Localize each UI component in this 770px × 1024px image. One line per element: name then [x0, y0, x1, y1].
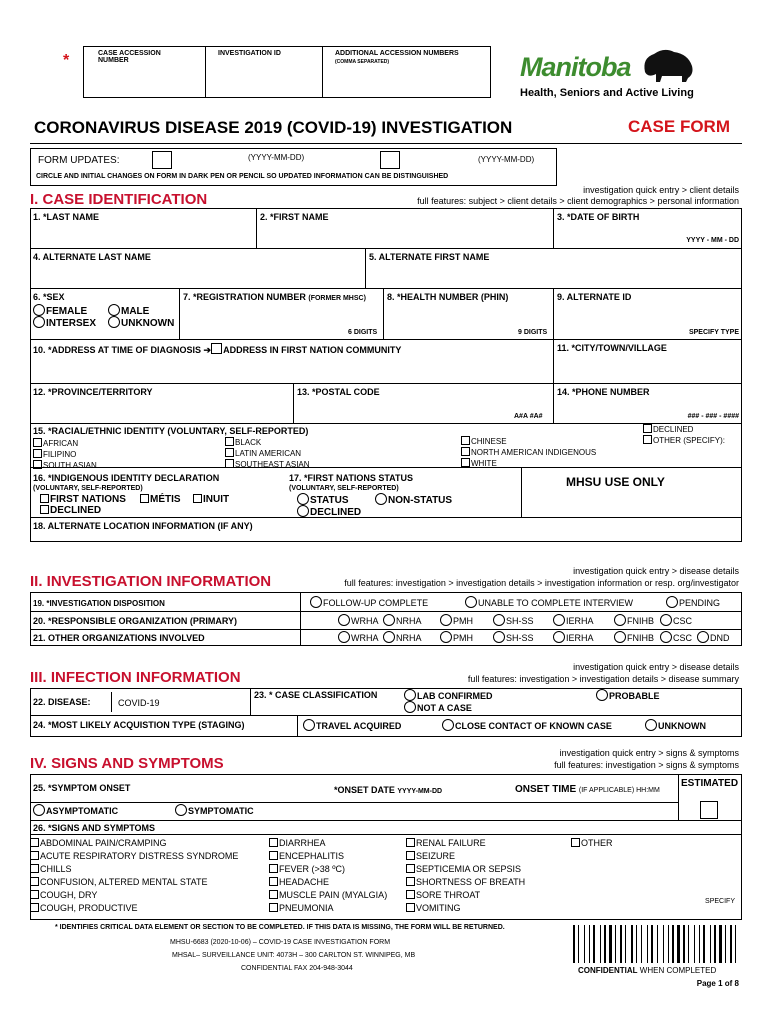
org20-radio[interactable]: [553, 614, 565, 626]
opt-metis[interactable]: MÉTIS: [140, 494, 181, 505]
latin-checkbox[interactable]: [225, 448, 234, 457]
symptom-option[interactable]: HEADACHE: [269, 877, 329, 887]
comma-separated-label: (COMMA SEPARATED): [335, 59, 390, 65]
s4-full-features: full features: investigation > signs & symptoms: [554, 760, 739, 770]
fn-address-checkbox[interactable]: [211, 343, 222, 354]
s1-full-features: full features: subject > client details > client demographics > personal information: [417, 196, 739, 206]
sex-female[interactable]: FEMALE: [33, 304, 87, 317]
org21-nrha[interactable]: NRHA: [383, 631, 422, 643]
department-name: Health, Seniors and Active Living: [520, 87, 694, 99]
dob-format: YYYY - MM - DD: [686, 237, 739, 244]
city-label: 11. *CITY/TOWN/VILLAGE: [557, 343, 667, 353]
opt-lab[interactable]: LAB CONFIRMED: [404, 689, 493, 701]
african-checkbox[interactable]: [33, 438, 42, 447]
footer-line-1: MHSU-6683 (2020-10-06) – COVID-19 CASE INVESTIGATION FORM: [170, 939, 391, 946]
alt-first-name-label: 5. ALTERNATE FIRST NAME: [369, 252, 490, 262]
health-number-label: 8. *HEALTH NUMBER (PHIN): [387, 292, 509, 302]
confidential-label: CONFIDENTIAL WHEN COMPLETED: [578, 966, 717, 975]
followup-radio[interactable]: [310, 596, 322, 608]
org21-radio[interactable]: [383, 631, 395, 643]
opt-probable[interactable]: PROBABLE: [596, 689, 660, 701]
org20-pmh[interactable]: PMH: [440, 614, 473, 626]
org21-wrha[interactable]: WRHA: [338, 631, 379, 643]
symptom-option[interactable]: ACUTE RESPIRATORY DISTRESS SYNDROME: [30, 851, 238, 861]
opt-declined[interactable]: DECLINED: [643, 424, 693, 434]
opt-nonstatus[interactable]: NON-STATUS: [375, 493, 452, 506]
close-contact-radio[interactable]: [442, 719, 454, 731]
nonstatus-radio[interactable]: [375, 493, 387, 505]
address-label: 10. *ADDRESS AT TIME OF DIAGNOSIS ➔ ADDRESS IN FIRST NATION COMMUNITY: [33, 345, 402, 355]
symptom-checkbox[interactable]: [269, 864, 278, 873]
org21-ierha[interactable]: IERHA: [553, 631, 594, 643]
arrow-icon: ➔: [203, 345, 212, 355]
form-updates-label: FORM UPDATES:: [38, 155, 120, 166]
white-checkbox[interactable]: [461, 458, 470, 467]
unknown-radio[interactable]: [108, 316, 120, 328]
opt-inuit[interactable]: INUIT: [193, 494, 229, 505]
symptom-checkbox[interactable]: [30, 890, 39, 899]
lab-radio[interactable]: [404, 689, 416, 701]
unable-radio[interactable]: [465, 596, 477, 608]
opt-white[interactable]: WHITE: [461, 458, 497, 468]
org21-csc[interactable]: CSC: [660, 631, 692, 643]
page-number: Page 1 of 8: [696, 979, 739, 988]
symptom-option[interactable]: ENCEPHALITIS: [269, 851, 344, 861]
footer-line-2: MHSAL– SURVEILLANCE UNIT: 4073H – 300 CARLTON ST. WINNIPEG, MB: [172, 952, 416, 959]
org20-radio[interactable]: [614, 614, 626, 626]
symptom-checkbox[interactable]: [30, 864, 39, 873]
male-radio[interactable]: [108, 304, 120, 316]
update-date-1: (YYYY-MM-DD): [248, 153, 305, 162]
resp-org-label: 20. *RESPONSIBLE ORGANIZATION (PRIMARY): [33, 616, 238, 626]
sex-unknown[interactable]: UNKNOWN: [108, 316, 174, 329]
org21-sh-ss[interactable]: SH-SS: [493, 631, 534, 643]
section-3-title: III. INFECTION INFORMATION: [30, 669, 241, 686]
opt-status[interactable]: STATUS: [297, 493, 349, 506]
other-orgs-label: 21. OTHER ORGANIZATIONS INVOLVED: [33, 633, 205, 643]
notcase-radio[interactable]: [404, 701, 416, 713]
alternate-id-label: 9. ALTERNATE ID: [557, 292, 632, 302]
symptom-checkbox[interactable]: [30, 838, 39, 847]
case-class-label: 23. * CASE CLASSIFICATION: [254, 690, 378, 700]
org20-radio[interactable]: [338, 614, 350, 626]
org20-radio[interactable]: [660, 614, 672, 626]
registration-label: 7. *REGISTRATION NUMBER (FORMER MHSC): [183, 292, 366, 302]
section-2-title: II. INVESTIGATION INFORMATION: [30, 573, 272, 590]
disposition-label: 19. *INVESTIGATION DISPOSITION: [33, 599, 165, 608]
se-asian-checkbox[interactable]: [225, 459, 234, 468]
declined-2-checkbox[interactable]: [40, 505, 49, 514]
indigenous-label: 16. *INDIGENOUS IDENTITY DECLARATION: [33, 473, 220, 483]
6-digits: 6 DIGITS: [348, 329, 378, 336]
opt-se-asian[interactable]: SOUTHEAST ASIAN: [225, 459, 310, 469]
opt-nai[interactable]: NORTH AMERICAN INDIGENOUS: [461, 447, 596, 457]
symptom-checkbox[interactable]: [269, 903, 278, 912]
inuit-checkbox[interactable]: [193, 494, 202, 503]
symptom-checkbox[interactable]: [269, 890, 278, 899]
update-initial-box-1[interactable]: [152, 151, 172, 169]
org20-nrha[interactable]: NRHA: [383, 614, 422, 626]
org21-radio[interactable]: [440, 631, 452, 643]
symptom-checkbox[interactable]: [30, 851, 39, 860]
symptom-option[interactable]: CHILLS: [30, 864, 72, 874]
org21-fnihb[interactable]: FNIHB: [614, 631, 654, 643]
fn-status-label: 17. *FIRST NATIONS STATUS: [289, 473, 414, 483]
fn-status-voluntary: (VOLUNTARY, SELF-REPORTED): [289, 485, 399, 492]
chinese-checkbox[interactable]: [461, 436, 470, 445]
symptom-option[interactable]: CONFUSION, ALTERED MENTAL STATE: [30, 877, 208, 887]
opt-other[interactable]: OTHER (SPECIFY):: [643, 435, 725, 445]
opt-symptomatic[interactable]: SYMPTOMATIC: [175, 804, 254, 816]
update-initial-box-2[interactable]: [380, 151, 400, 169]
declined-3-radio[interactable]: [297, 505, 309, 517]
symptom-checkbox[interactable]: [269, 877, 278, 886]
barcode: [573, 925, 739, 963]
9-digits: 9 DIGITS: [518, 329, 548, 336]
org21-radio[interactable]: [660, 631, 672, 643]
s2-full-features: full features: investigation > investigation details > investigation information or resp. org/investigator: [344, 578, 739, 588]
postal-format: A#A #A#: [514, 413, 543, 420]
additional-accession-label: ADDITIONAL ACCESSION NUMBERS: [335, 50, 459, 57]
symptom-option[interactable]: SHORTNESS OF BREATH: [406, 877, 525, 887]
org21-radio[interactable]: [614, 631, 626, 643]
required-asterisk: *: [63, 52, 70, 69]
other-symptom-checkbox[interactable]: [571, 838, 580, 847]
symptom-checkbox[interactable]: [30, 903, 39, 912]
onset-date-label: *ONSET DATE YYYY-MM-DD: [334, 785, 443, 795]
symptom-option[interactable]: DIARRHEA: [269, 838, 326, 848]
org20-fnihb[interactable]: FNIHB: [614, 614, 654, 626]
sex-label: 6. *SEX: [33, 292, 65, 302]
symptom-option[interactable]: PNEUMONIA: [269, 903, 334, 913]
opt-followup[interactable]: FOLLOW-UP COMPLETE: [310, 596, 428, 608]
org21-radio[interactable]: [697, 631, 709, 643]
s3-full-features: full features: investigation > investigation details > disease summary: [467, 674, 739, 684]
section-4-title: IV. SIGNS AND SYMPTOMS: [30, 755, 224, 772]
last-name-label: 1. *LAST NAME: [33, 212, 100, 222]
symptom-checkbox[interactable]: [406, 838, 415, 847]
symptom-checkbox[interactable]: [30, 877, 39, 886]
s2-quick-entry: investigation quick entry > disease details: [573, 566, 739, 576]
signs-symptoms-label: 26. *SIGNS AND SYMPTOMS: [33, 823, 156, 833]
dob-label: 3. *DATE OF BIRTH: [557, 212, 640, 222]
intersex-radio[interactable]: [33, 316, 45, 328]
metis-checkbox[interactable]: [140, 494, 149, 503]
opt-south-asian[interactable]: SOUTH ASIAN: [33, 460, 97, 470]
opt-asymptomatic[interactable]: ASYMPTOMATIC: [33, 804, 118, 816]
symptom-checkbox[interactable]: [269, 838, 278, 847]
specify-label: SPECIFY: [705, 898, 735, 905]
org20-sh-ss[interactable]: SH-SS: [493, 614, 534, 626]
opt-african[interactable]: AFRICAN: [33, 438, 78, 448]
opt-black[interactable]: BLACK: [225, 437, 261, 447]
phone-format: ### - ### - ####: [687, 413, 739, 420]
org21-radio[interactable]: [553, 631, 565, 643]
south-asian-checkbox[interactable]: [33, 460, 42, 469]
alt-location-label: 18. ALTERNATE LOCATION INFORMATION (IF ANY): [33, 521, 253, 531]
update-date-2: (YYYY-MM-DD): [478, 155, 535, 164]
symptom-option[interactable]: COUGH, DRY: [30, 890, 97, 900]
symptom-option[interactable]: ABDOMINAL PAIN/CRAMPING: [30, 838, 167, 848]
symptom-option[interactable]: SEIZURE: [406, 851, 455, 861]
nai-checkbox[interactable]: [461, 447, 470, 456]
phone-label: 14. *PHONE NUMBER: [557, 387, 650, 397]
symptom-option[interactable]: MUSCLE PAIN (MYALGIA): [269, 890, 387, 900]
racial-identity-label: 15. *RACIAL/ETHNIC IDENTITY (VOLUNTARY, SELF-REPORTED): [33, 426, 309, 436]
sex-intersex[interactable]: INTERSEX: [33, 316, 96, 329]
symptom-checkbox[interactable]: [406, 877, 415, 886]
symptom-option[interactable]: FEVER (>38 ºC): [269, 864, 345, 874]
first-nations-checkbox[interactable]: [40, 494, 49, 503]
sex-male[interactable]: MALE: [108, 304, 149, 317]
opt-chinese[interactable]: CHINESE: [461, 436, 507, 446]
org20-radio[interactable]: [383, 614, 395, 626]
disease-label: 22. DISEASE:: [33, 697, 91, 707]
opt-travel[interactable]: TRAVEL ACQUIRED: [303, 719, 401, 731]
section-1-title: I. CASE IDENTIFICATION: [30, 191, 208, 208]
opt-latin[interactable]: LATIN AMERICAN: [225, 448, 301, 458]
other-checkbox[interactable]: [643, 435, 652, 444]
opt-declined-2[interactable]: DECLINED: [40, 505, 101, 516]
opt-first-nations[interactable]: FIRST NATIONS: [40, 494, 126, 505]
org21-radio[interactable]: [338, 631, 350, 643]
female-radio[interactable]: [33, 304, 45, 316]
black-checkbox[interactable]: [225, 437, 234, 446]
opt-close-contact[interactable]: CLOSE CONTACT OF KNOWN CASE: [442, 719, 612, 731]
symptom-option[interactable]: SEPTICEMIA OR SEPSIS: [406, 864, 521, 874]
symptom-onset-label: 25. *SYMPTOM ONSET: [33, 783, 131, 793]
s3-quick-entry: investigation quick entry > disease details: [573, 662, 739, 672]
symptom-checkbox[interactable]: [406, 851, 415, 860]
org20-ierha[interactable]: IERHA: [553, 614, 594, 626]
postal-code-label: 13. *POSTAL CODE: [297, 387, 380, 397]
s1-quick-entry: investigation quick entry > client details: [583, 185, 739, 195]
symptom-option[interactable]: RENAL FAILURE: [406, 838, 486, 848]
estimated-checkbox[interactable]: [700, 801, 718, 819]
case-accession-label: CASE ACCESSION NUMBER: [98, 50, 161, 64]
symptom-checkbox[interactable]: [406, 903, 415, 912]
case-form-label: CASE FORM: [628, 117, 730, 136]
investigation-id-label: INVESTIGATION ID: [218, 50, 281, 57]
symptom-checkbox[interactable]: [406, 890, 415, 899]
opt-declined-3[interactable]: DECLINED: [297, 505, 361, 518]
page-title: CORONAVIRUS DISEASE 2019 (COVID-19) INVESTIGATION: [34, 118, 513, 137]
province-label: 12. *PROVINCE/TERRITORY: [33, 387, 153, 397]
footer-line-3: CONFIDENTIAL FAX 204-948-3044: [241, 965, 353, 972]
s4-quick-entry: investigation quick entry > signs & symptoms: [559, 748, 739, 758]
specify-type: SPECIFY TYPE: [688, 329, 739, 336]
status-radio[interactable]: [297, 493, 309, 505]
org20-radio[interactable]: [440, 614, 452, 626]
symptom-option[interactable]: SORE THROAT: [406, 890, 480, 900]
mhsu-use-only: MHSU USE ONLY: [566, 475, 665, 489]
declined-checkbox[interactable]: [643, 424, 652, 433]
critical-note: * IDENTIFIES CRITICAL DATA ELEMENT OR SECTION TO BE COMPLETED. IF THIS DATA IS MISSING, THE FORM WILL BE RETURNED.: [55, 924, 505, 931]
symptom-option[interactable]: COUGH, PRODUCTIVE: [30, 903, 138, 913]
symptom-option[interactable]: VOMITING: [406, 903, 461, 913]
org20-radio[interactable]: [493, 614, 505, 626]
asymptomatic-radio[interactable]: [33, 804, 45, 816]
disease-value: COVID-19: [118, 698, 160, 708]
pending-radio[interactable]: [666, 596, 678, 608]
opt-notcase[interactable]: NOT A CASE: [404, 701, 472, 713]
org21-dnd[interactable]: DND: [697, 631, 730, 643]
estimated-label: ESTIMATED: [681, 778, 739, 789]
first-name-label: 2. *FIRST NAME: [260, 212, 329, 222]
opt-pending[interactable]: PENDING: [666, 596, 720, 608]
probable-radio[interactable]: [596, 689, 608, 701]
symptom-checkbox[interactable]: [406, 864, 415, 873]
travel-radio[interactable]: [303, 719, 315, 731]
onset-time-label: ONSET TIME (IF APPLICABLE) HH:MM: [515, 784, 660, 795]
circle-instructions: CIRCLE AND INITIAL CHANGES ON FORM IN DARK PEN OR PENCIL SO UPDATED INFORMATION CAN BE DISTINGUISHED: [36, 173, 449, 180]
indigenous-voluntary: (VOLUNTARY, SELF-REPORTED): [33, 485, 143, 492]
opt-unknown[interactable]: UNKNOWN: [645, 719, 706, 731]
opt-filipino[interactable]: FILIPINO: [33, 449, 76, 459]
acquisition-label: 24. *MOST LIKELY ACQUISTION TYPE (STAGING): [33, 720, 245, 730]
org21-radio[interactable]: [493, 631, 505, 643]
opt-other-symptom[interactable]: OTHER: [571, 838, 613, 848]
org21-pmh[interactable]: PMH: [440, 631, 473, 643]
filipino-checkbox[interactable]: [33, 449, 42, 458]
org20-wrha[interactable]: WRHA: [338, 614, 379, 626]
bison-icon: [640, 44, 696, 84]
unknown-acq-radio[interactable]: [645, 719, 657, 731]
org20-csc[interactable]: CSC: [660, 614, 692, 626]
symptomatic-radio[interactable]: [175, 804, 187, 816]
opt-unable[interactable]: UNABLE TO COMPLETE INTERVIEW: [465, 596, 633, 608]
alt-last-name-label: 4. ALTERNATE LAST NAME: [33, 252, 151, 262]
manitoba-logo: Manitoba: [520, 52, 631, 82]
symptom-checkbox[interactable]: [269, 851, 278, 860]
